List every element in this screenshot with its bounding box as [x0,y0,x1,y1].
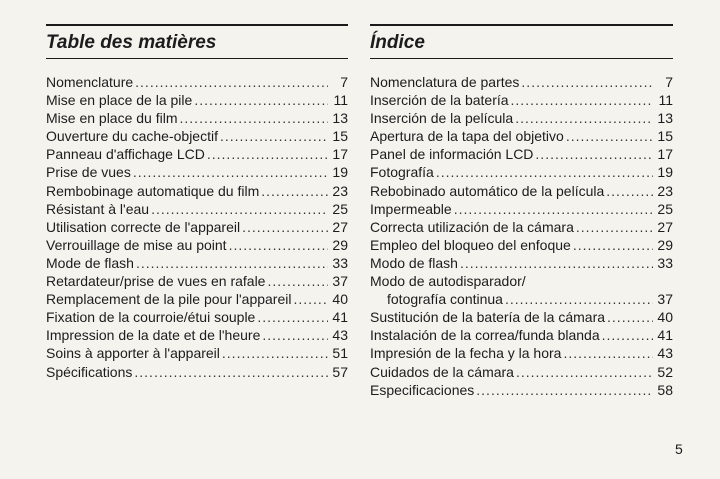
toc-entry-title: Utilisation correcte de l'appareil [46,218,241,235]
toc-entry-title: Mise en place de la pile [46,92,193,109]
toc-entry-page: 37 [657,291,673,308]
toc-entry-title: Fotografía [370,164,434,181]
dot-leader [511,91,653,109]
toc-entry-page: 17 [332,146,348,163]
toc-entry-title: Spécifications [46,363,133,380]
toc-entry [370,344,673,362]
toc-entry-title: Mise en place du film [46,110,178,127]
toc-entry [370,236,673,254]
toc-entry-title: Impermeable [370,200,452,217]
toc-entry-title: Modo de autodisparador/ [370,273,526,290]
toc-entry-title: Rebobinado automático de la película [370,182,605,199]
toc-entry [46,326,348,344]
toc-entry [370,218,673,236]
dot-leader [516,363,653,381]
toc-entry-title: Résistant à l'eau [46,200,150,217]
dot-leader [563,344,653,362]
toc-entry-page: 41 [657,327,673,344]
toc-entry [370,145,673,163]
dot-leader [136,254,328,272]
toc-entry-page: 23 [657,182,673,199]
dot-leader [436,163,653,181]
dot-leader [521,73,653,91]
toc-entry-title: Impression de la date et de l'heure [46,327,261,344]
toc-entry-title: Cuidados de la cámara [370,363,514,380]
toc-entry-title: Apertura de la tapa del objetivo [370,128,564,145]
dot-leader [222,344,328,362]
toc-entry-title: Rembobinage automatique du film [46,182,260,199]
toc-entry-title: Especificaciones [370,381,475,398]
toc-entry-page: 7 [665,74,673,90]
toc-entry-page: 13 [657,110,673,127]
toc-entry [46,254,348,272]
dot-leader [229,236,328,254]
dot-leader [573,236,653,254]
toc-entry-title: Empleo del bloqueo del enfoque [370,236,571,253]
toc-entry-page: 29 [332,236,348,253]
toc-entry [370,363,673,381]
toc-column-spanish [370,24,673,399]
toc-entry-title: Fixation de la courroie/étui souple [46,309,256,326]
toc-entry-title: Sustitución de la batería de la cámara [370,309,606,326]
toc-entry [46,290,348,308]
toc-entry [370,326,673,344]
dot-leader [602,326,653,344]
toc-entry [46,344,348,362]
toc-entry [370,290,673,308]
dot-leader [220,127,328,145]
toc-entry-title: fotografía continua [387,291,503,308]
dot-leader [257,308,328,326]
toc-entry [370,254,673,272]
toc-entry-page: 15 [657,128,673,145]
toc-entry-title: Mode de flash [46,254,134,271]
toc-entry-page: 19 [332,164,348,181]
toc-entry [46,308,348,326]
toc-entry-page: 29 [657,236,673,253]
toc-entry-title: Inserción de la batería [370,92,509,109]
toc-entry [370,91,673,109]
toc-entry-page: 52 [657,363,673,380]
toc-entry-page: 57 [332,363,348,380]
page-number: 5 [675,441,683,457]
toc-entry-page: 40 [332,291,348,308]
dot-leader [134,363,328,381]
dot-leader [515,109,653,127]
toc-entry-title: Verrouillage de mise au point [46,236,227,253]
dot-leader [607,308,653,326]
dot-leader [242,218,328,236]
toc-entry [370,73,673,91]
toc-entry [46,73,348,91]
dot-leader [133,163,328,181]
toc-entry-page: 41 [332,309,348,326]
toc-entry-page: 27 [657,218,673,235]
toc-entry-page: 15 [332,128,348,145]
toc-entry-page: 13 [332,110,348,127]
dot-leader [476,381,653,399]
toc-entry [370,127,673,145]
toc-entry-title: Retardateur/prise de vues en rafale [46,273,266,290]
top-rule [370,24,673,26]
toc-entry [46,272,348,290]
dot-leader [135,73,328,91]
dot-leader [180,109,328,127]
toc-entry-title: Ouverture du cache-objectif [46,128,218,145]
toc-entry-title: Remplacement de la pile pour l'appareil [46,291,292,308]
toc-entry-page: 11 [333,92,348,109]
toc-entry [46,163,348,181]
toc-entry-page: 19 [657,164,673,181]
toc-entry [370,163,673,181]
toc-entry-title: Nomenclatura de partes [370,74,520,90]
toc-heading-spanish: Índice [370,32,425,53]
dot-leader [505,290,653,308]
top-rule [46,24,348,26]
toc-entry-title: Panneau d'affichage LCD [46,146,205,163]
toc-entry-page: 51 [332,345,348,362]
dot-leader [207,145,328,163]
toc-entry-page: 23 [332,182,348,199]
toc-entry [46,145,348,163]
toc-column-french [46,24,348,381]
toc-entry [370,182,673,200]
toc-entry [46,218,348,236]
toc-entry [370,381,673,399]
dot-leader [293,290,328,308]
dot-leader [535,145,653,163]
toc-entry-title: Inserción de la película [370,110,514,127]
toc-entry-title: Prise de vues [46,164,131,181]
toc-entry-page: 37 [332,273,348,290]
dot-leader [576,218,653,236]
toc-entry-title: Modo de flash [370,254,458,271]
toc-entry-page: 43 [657,345,673,362]
toc-entry [46,127,348,145]
toc-heading-french: Table des matières [46,32,217,53]
dot-leader [194,91,328,109]
toc-entry [46,182,348,200]
toc-entry-page: 27 [332,218,348,235]
dot-leader [261,182,328,200]
toc-entry [370,109,673,127]
toc-entry-title: Impresión de la fecha y la hora [370,345,562,362]
heading-underline [370,58,673,59]
dot-leader [267,272,328,290]
toc-entry-page: 58 [657,381,673,398]
dot-leader [460,254,653,272]
toc-entry-page: 43 [332,327,348,344]
toc-entry-title: Panel de información LCD [370,146,534,163]
dot-leader [262,326,328,344]
toc-entry-page: 40 [657,309,673,326]
toc-entry-page: 25 [332,200,348,217]
toc-entry-page: 17 [657,146,673,163]
toc-entry-page: 7 [340,74,348,90]
toc-entry [46,236,348,254]
dot-leader [454,200,653,218]
toc-list-spanish [370,73,673,399]
toc-entry [46,109,348,127]
toc-entry-page: 33 [332,254,348,271]
toc-entry [370,272,673,290]
toc-entry-title: Instalación de la correa/funda blanda [370,327,600,344]
toc-entry [46,363,348,381]
toc-entry-title: Nomenclature [46,74,134,90]
heading-underline [46,58,348,59]
toc-entry-page: 33 [657,254,673,271]
toc-entry-page: 11 [658,92,673,109]
toc-entry [46,91,348,109]
toc-entry [46,200,348,218]
dot-leader [606,182,653,200]
toc-entry-page: 25 [657,200,673,217]
toc-entry [370,200,673,218]
toc-entry [370,308,673,326]
toc-entry-title: Correcta utilización de la cámara [370,218,574,235]
toc-entry-title: Soins à apporter à l'appareil [46,345,220,362]
toc-list-french [46,73,348,381]
dot-leader [566,127,653,145]
dot-leader [151,200,328,218]
